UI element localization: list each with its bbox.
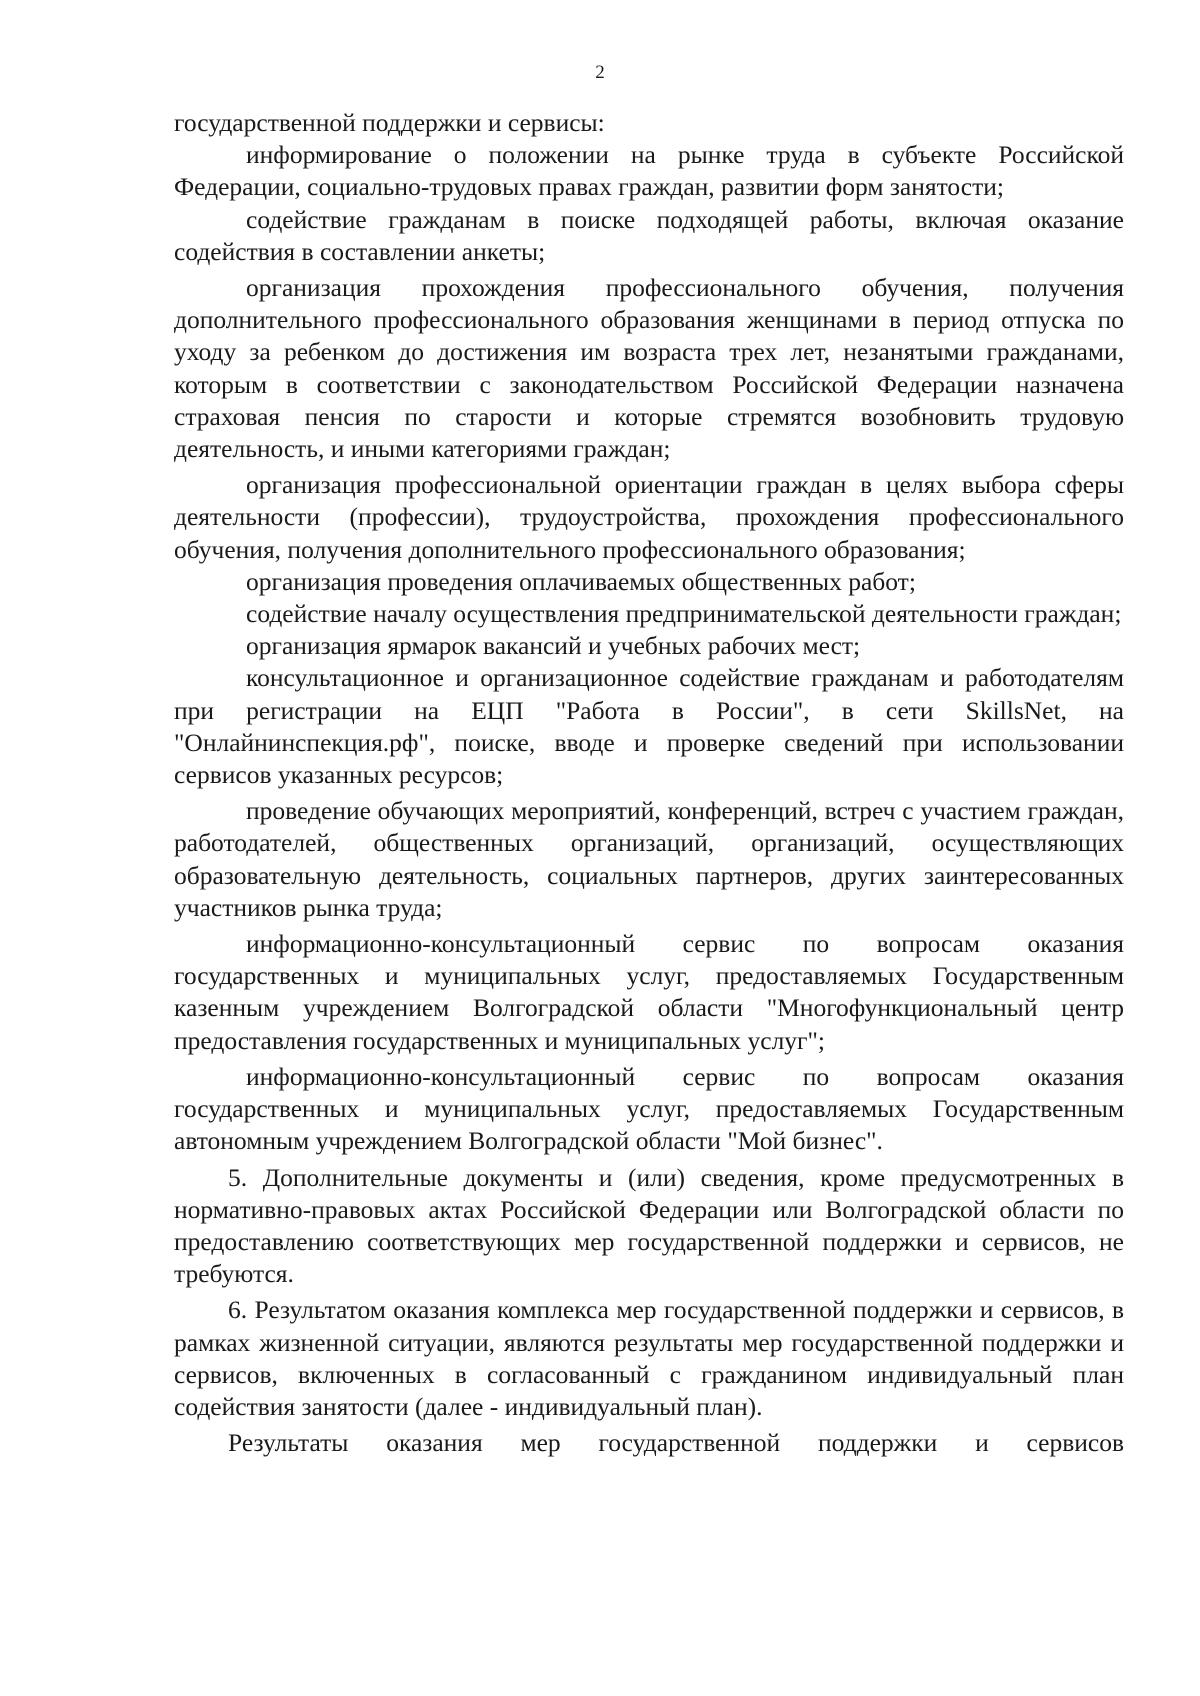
paragraph-results: Результаты оказания мер государственной поддержки и сервисов xyxy=(228,1428,1124,1458)
list-item-job-fairs: организация ярмарок вакансий и учебных рабочих мест; xyxy=(246,631,861,661)
page-number: 2 xyxy=(595,62,605,83)
list-item-career-guidance: организация профессиональной ориентации граждан в целях выбора сферы деятельности (профессии), трудоустройства, прохождения профессионального обучения, получения дополнительного профессионального образования; xyxy=(174,470,1124,564)
list-item-training: организация прохождения профессионального обучения, получения дополнительного профессионального образования женщинами в период отпуска по уходу за ребенком до достижения им возраста трех лет, незанятыми гражданами, которым в соответствии с законодательством Российской Федерации назначена страховая пенсия по старости и которые стремятся возобновить трудовую деятельность, и иными категориями граждан; xyxy=(174,273,1124,464)
list-item-training-events: проведение обучающих мероприятий, конференций, встреч с участием граждан, работодателей, общественных организаций, организаций, осуществляющих образовательную деятельность, социальных партнеров, других заинтересованных участников рынка труда; xyxy=(174,796,1124,922)
clause-5: 5. Дополнительные документы и (или) сведения, кроме предусмотренных в нормативно-правовых актах Российской Федерации или Волгоградской области по предоставлению соответствующих мер государственной поддержки и сервисов, не требуются. xyxy=(174,1162,1124,1289)
document-body xyxy=(174,107,1124,1459)
list-item-entrepreneurship: содействие началу осуществления предпринимательской деятельности граждан; xyxy=(246,599,1122,629)
list-item-my-business-service: информационно-консультационный сервис по вопросам оказания государственных и муниципальных услуг, предоставляемых Государственным автономным учреждением Волгоградской области "Мой бизнес". xyxy=(174,1061,1124,1156)
list-item-consulting: консультационное и организационное содействие гражданам и работодателям при регистрации на ЕЦП "Работа в России", в сети SkillsNet, на "Онлайнинспекция.рф", поиске, вводе и проверке сведений при использовании сервисов указанных ресурсов; xyxy=(174,663,1124,790)
clause-6: 6. Результатом оказания комплекса мер государственной поддержки и сервисов, в рамках жизненной ситуации, являются результаты мер государственной поддержки и сервисов, включенных в согласованный с гражданином индивидуальный план содействия занятости (далее - индивидуальный план). xyxy=(174,1295,1124,1421)
paragraph-continuation: государственной поддержки и сервисы: xyxy=(174,108,605,137)
list-item-informing: информирование о положении на рынке труда в субъекте Российской Федерации, социально-трудовых правах граждан, развитии форм занятости; xyxy=(174,140,1124,202)
list-item-public-works: организация проведения оплачиваемых общественных работ; xyxy=(246,566,916,596)
list-item-job-search: содействие гражданам в поиске подходящей работы, включая оказание содействия в составлении анкеты; xyxy=(174,204,1124,266)
list-item-mfc-service: информационно-консультационный сервис по вопросам оказания государственных и муниципальных услуг, предоставляемых Государственным казенным учреждением Волгоградской области "Многофункциональный центр предоставления государственных и муниципальных услуг"; xyxy=(174,929,1124,1055)
